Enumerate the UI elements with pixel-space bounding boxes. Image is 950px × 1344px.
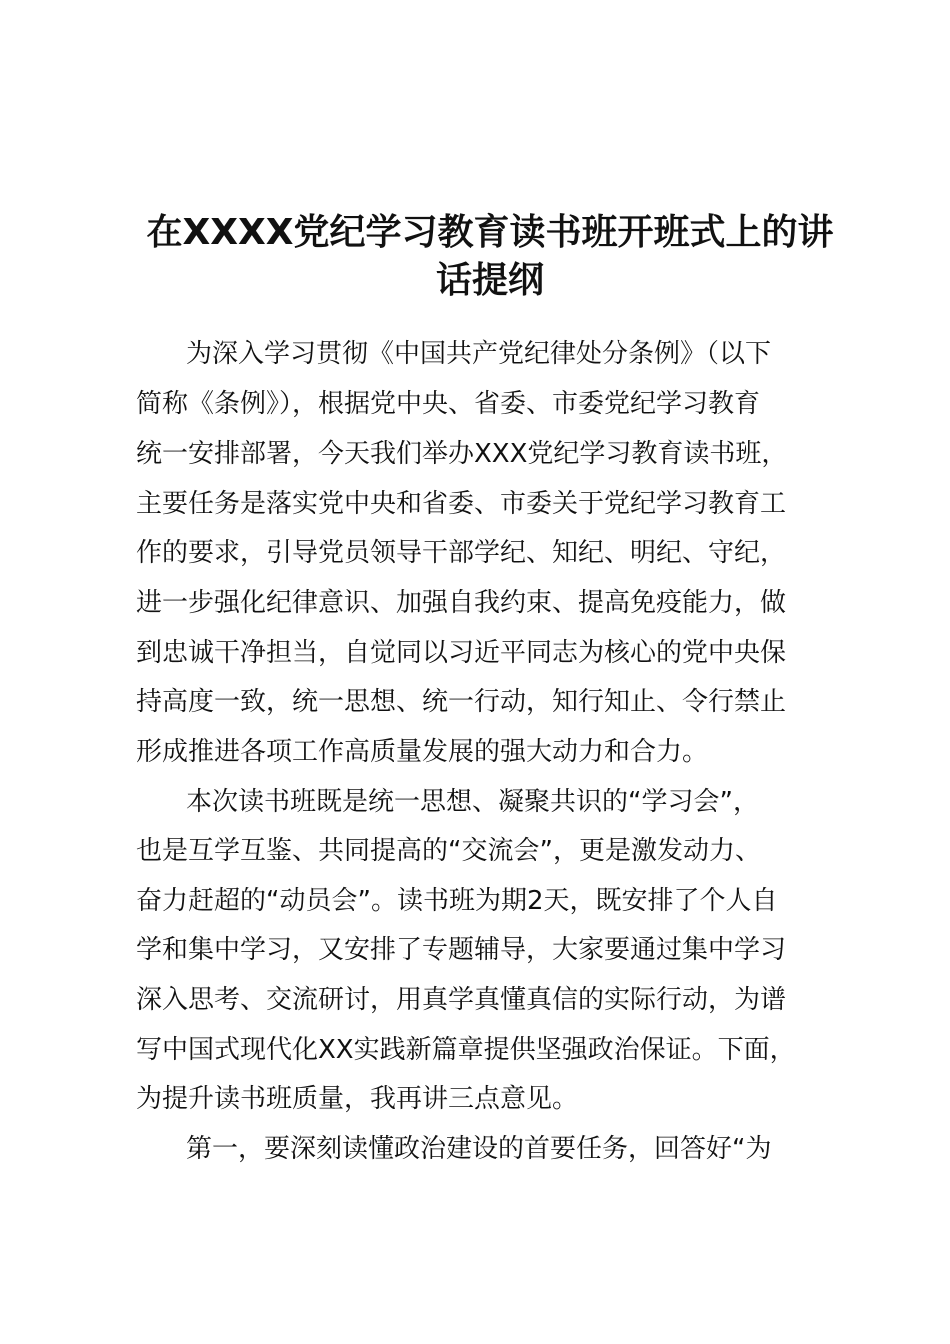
- paragraph-3-line-1: 第一，要深刻读懂政治建设的首要任务，回答好“为: [186, 1134, 772, 1164]
- paragraph-1-line-9: 形成推进各项工作高质量发展的强大动力和合力。: [136, 737, 709, 767]
- paragraph-2-line-1: 本次读书班既是统一思想、凝聚共识的“学习会”，: [186, 787, 759, 817]
- paragraph-1-line-7: 到忠诚干净担当，自觉同以习近平同志为核心的党中央保: [136, 638, 787, 668]
- paragraph-2-line-7: 为提升读书班质量，我再讲三点意见。: [136, 1084, 579, 1114]
- paragraph-1-line-3: 统一安排部署，今天我们举办XXX党纪学习教育读书班，: [136, 439, 788, 469]
- paragraph-2-line-3: 奋力赶超的“动员会”。读书班为期2天，既安排了个人自: [136, 886, 778, 916]
- paragraph-1-line-1: 为深入学习贯彻《中国共产党纪律处分条例》（以下: [186, 339, 772, 369]
- document-title-line-1: 在XXXX党纪学习教育读书班开班式上的讲: [146, 212, 834, 253]
- document-title-line-2: 话提纲: [435, 260, 544, 301]
- paragraph-1-line-2: 简称《条例》），根据党中央、省委、市委党纪学习教育: [136, 389, 761, 419]
- paragraph-1-line-5: 作的要求，引导党员领导干部学纪、知纪、明纪、守纪，: [136, 538, 787, 568]
- paragraph-2-line-4: 学和集中学习，又安排了专题辅导，大家要通过集中学习: [136, 935, 787, 965]
- paragraph-1-line-6: 进一步强化纪律意识、加强自我约束、提高免疫能力，做: [136, 588, 787, 618]
- paragraph-1-line-4: 主要任务是落实党中央和省委、市委关于党纪学习教育工: [136, 489, 787, 519]
- paragraph-2-line-6: 写中国式现代化XX实践新篇章提供坚强政治保证。下面，: [136, 1035, 796, 1065]
- paragraph-1-line-8: 持高度一致，统一思想、统一行动，知行知止、令行禁止: [136, 687, 787, 717]
- paragraph-2-line-5: 深入思考、交流研讨，用真学真懂真信的实际行动，为谱: [136, 985, 787, 1015]
- paragraph-2-line-2: 也是互学互鉴、共同提高的“交流会”，更是激发动力、: [136, 836, 761, 866]
